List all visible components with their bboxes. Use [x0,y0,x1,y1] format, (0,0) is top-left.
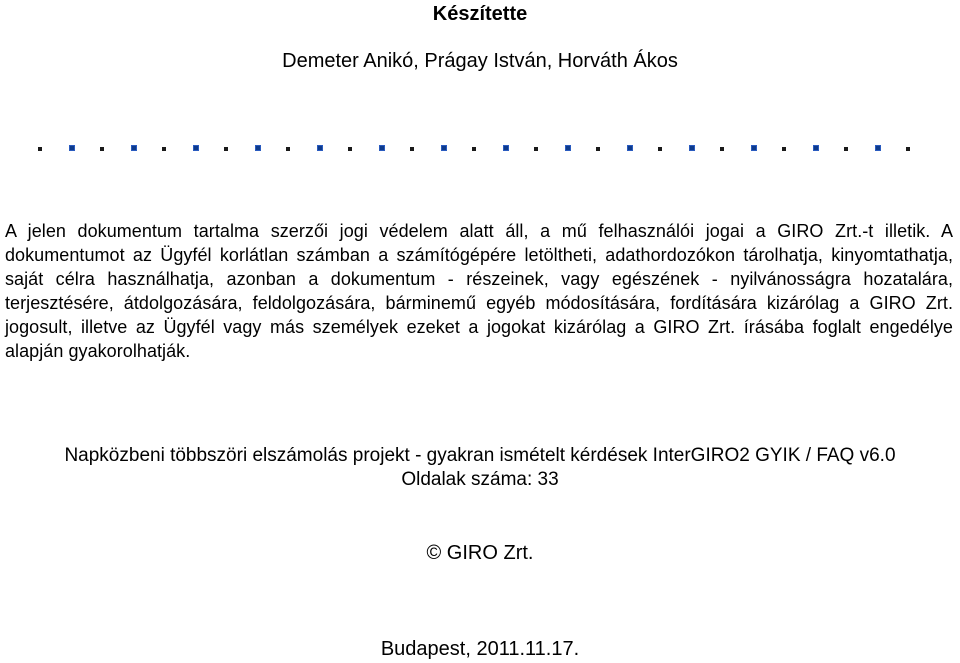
page-count: Oldalak száma: 33 [401,469,559,490]
separator-square [689,145,695,151]
copyright-owner: © GIRO Zrt. [426,542,534,564]
separator-dot [162,147,166,151]
separator-dot [534,147,538,151]
separator-square [627,145,633,151]
separator-dot [472,147,476,151]
separator-dot [38,147,42,151]
copyright-notice-paragraph: A jelen dokumentum tartalma szerzői jogi védelem alatt áll, a mű felhasználói jogai a GIRO Zrt.-t illetik. A dokumentumot az Ügyfél korlátlan számban a számítógépére letöltheti, adathordozókon tárolhatja, kinyomtathatja, saját célra használhatja, azonban a dokumentum - részeinek, vagy egészének - nyilvánosságra hozatalára, terjesztésére, átdolgozására, feldolgozására, bárminemű egyéb módosítására, fordítására kizárólag a GIRO Zrt. jogosult, illetve az Ügyfél vagy más személyek ezeket a jogokat kizárólag a GIRO Zrt. írásába foglalt engedélye alapján gyakorolhatják. [5,221,953,361]
separator-square [255,145,261,151]
separator-dot [844,147,848,151]
separator-square [875,145,881,151]
separator-dot [224,147,228,151]
place-and-date: Budapest, 2011.11.17. [380,638,580,660]
separator-dot [348,147,352,151]
separator-square [193,145,199,151]
separator-square [441,145,447,151]
separator-square [379,145,385,151]
separator-dot [782,147,786,151]
separator-square [813,145,819,151]
separator-dot [596,147,600,151]
separator-square [317,145,323,151]
dotted-separator [38,145,918,155]
separator-square [131,145,137,151]
project-title: Napközbeni többszöri elszámolás projekt - gyakran ismételt kérdések InterGIRO2 GYIK / FAQ v6.0 [64,445,896,466]
separator-dot [906,147,910,151]
separator-dot [410,147,414,151]
separator-square [69,145,75,151]
page-heading: Készítette [432,3,528,25]
separator-dot [100,147,104,151]
separator-dot [658,147,662,151]
separator-square [751,145,757,151]
separator-square [503,145,509,151]
separator-dot [720,147,724,151]
separator-square [565,145,571,151]
separator-dot [286,147,290,151]
author-list: Demeter Anikó, Prágay István, Horváth Ákos [282,50,678,72]
